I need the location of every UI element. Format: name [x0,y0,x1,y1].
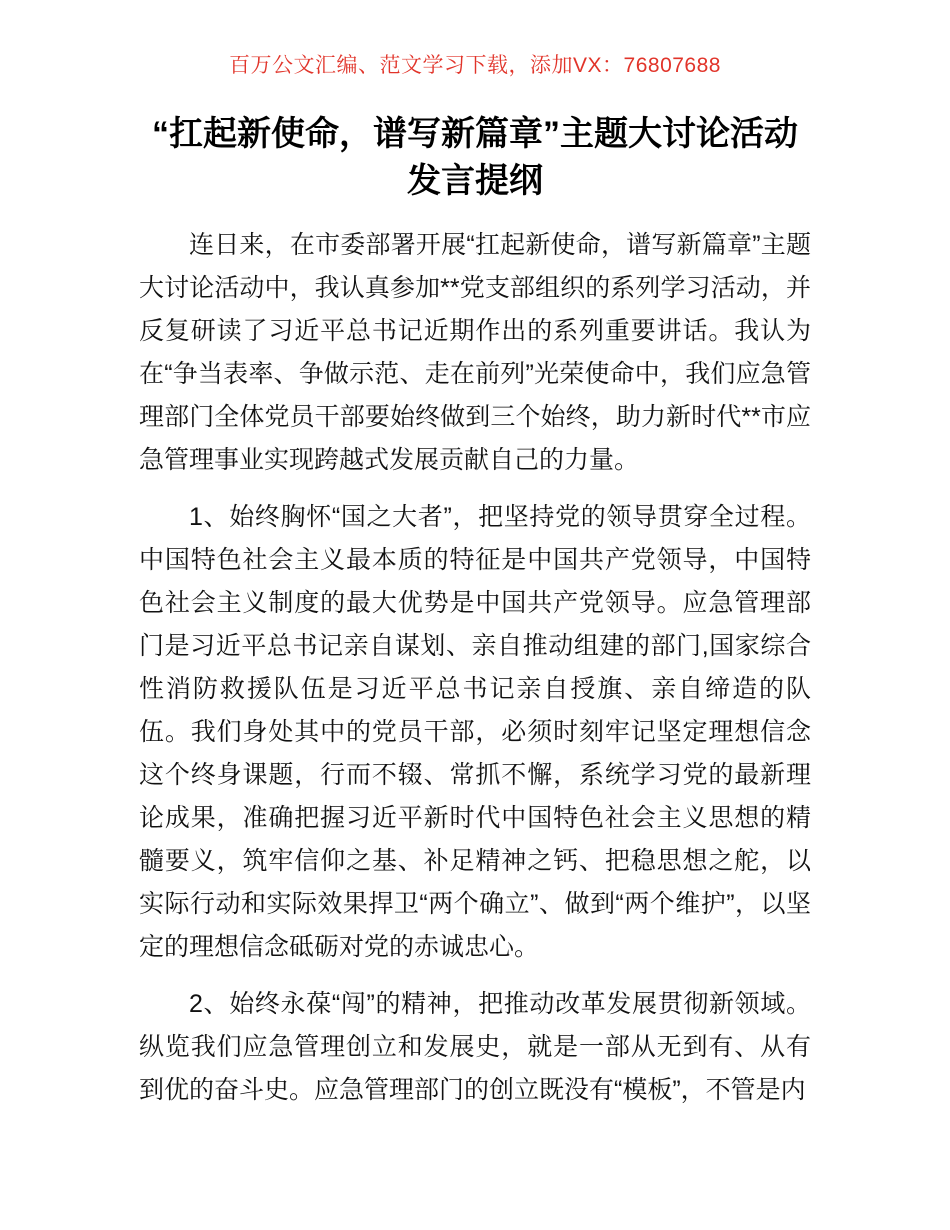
title-line-1: “扛起新使命，谱写新篇章”主题大讨论活动 [152,115,798,153]
document-body [139,224,811,1112]
watermark-header: 百万公文汇编、范文学习下载，添加VX：76807688 [229,54,721,77]
title-line-2: 发言提纲 [407,162,543,200]
paragraph-intro: 连日来，在市委部署开展“扛起新使命，谱写新篇章”主题大讨论活动中，我认真参加**党支部组织的系列学习活动，并反复研读了习近平总书记近期作出的系列重要讲话。我认为在“争当表率、争做示范、走在前列”光荣使命中，我们应急管理部门全体党员干部要始终做到三个始终，助力新时代**市应急管理事业实现跨越式发展贡献自己的力量。 [139,231,811,474]
document-title [95,111,855,205]
paragraph-point-1: 1、始终胸怀“国之大者”，把坚持党的领导贯穿全过程。中国特色社会主义最本质的特征是中国共产党领导，中国特色社会主义制度的最大优势是中国共产党领导。应急管理部门是习近平总书记亲自谋划、亲自推动组建的部门,国家综合性消防救援队伍是习近平总书记亲自授旗、亲自缔造的队伍。我们身处其中的党员干部，必须时刻牢记坚定理想信念这个终身课题，行而不辍、常抓不懈，系统学习党的最新理论成果，准确把握习近平新时代中国特色社会主义思想的精髓要义，筑牢信仰之基、补足精神之钙、把稳思想之舵，以实际行动和实际效果捍卫“两个确立”、做到“两个维护”，以坚定的理想信念砥砺对党的赤诚忠心。 [139,503,811,961]
paragraph-point-2: 2、始终永葆“闯”的精神，把推动改革发展贯彻新领域。纵览我们应急管理创立和发展史，就是一部从无到有、从有到优的奋斗史。应急管理部门的创立既没有“模板”，不管是内 [139,990,811,1104]
